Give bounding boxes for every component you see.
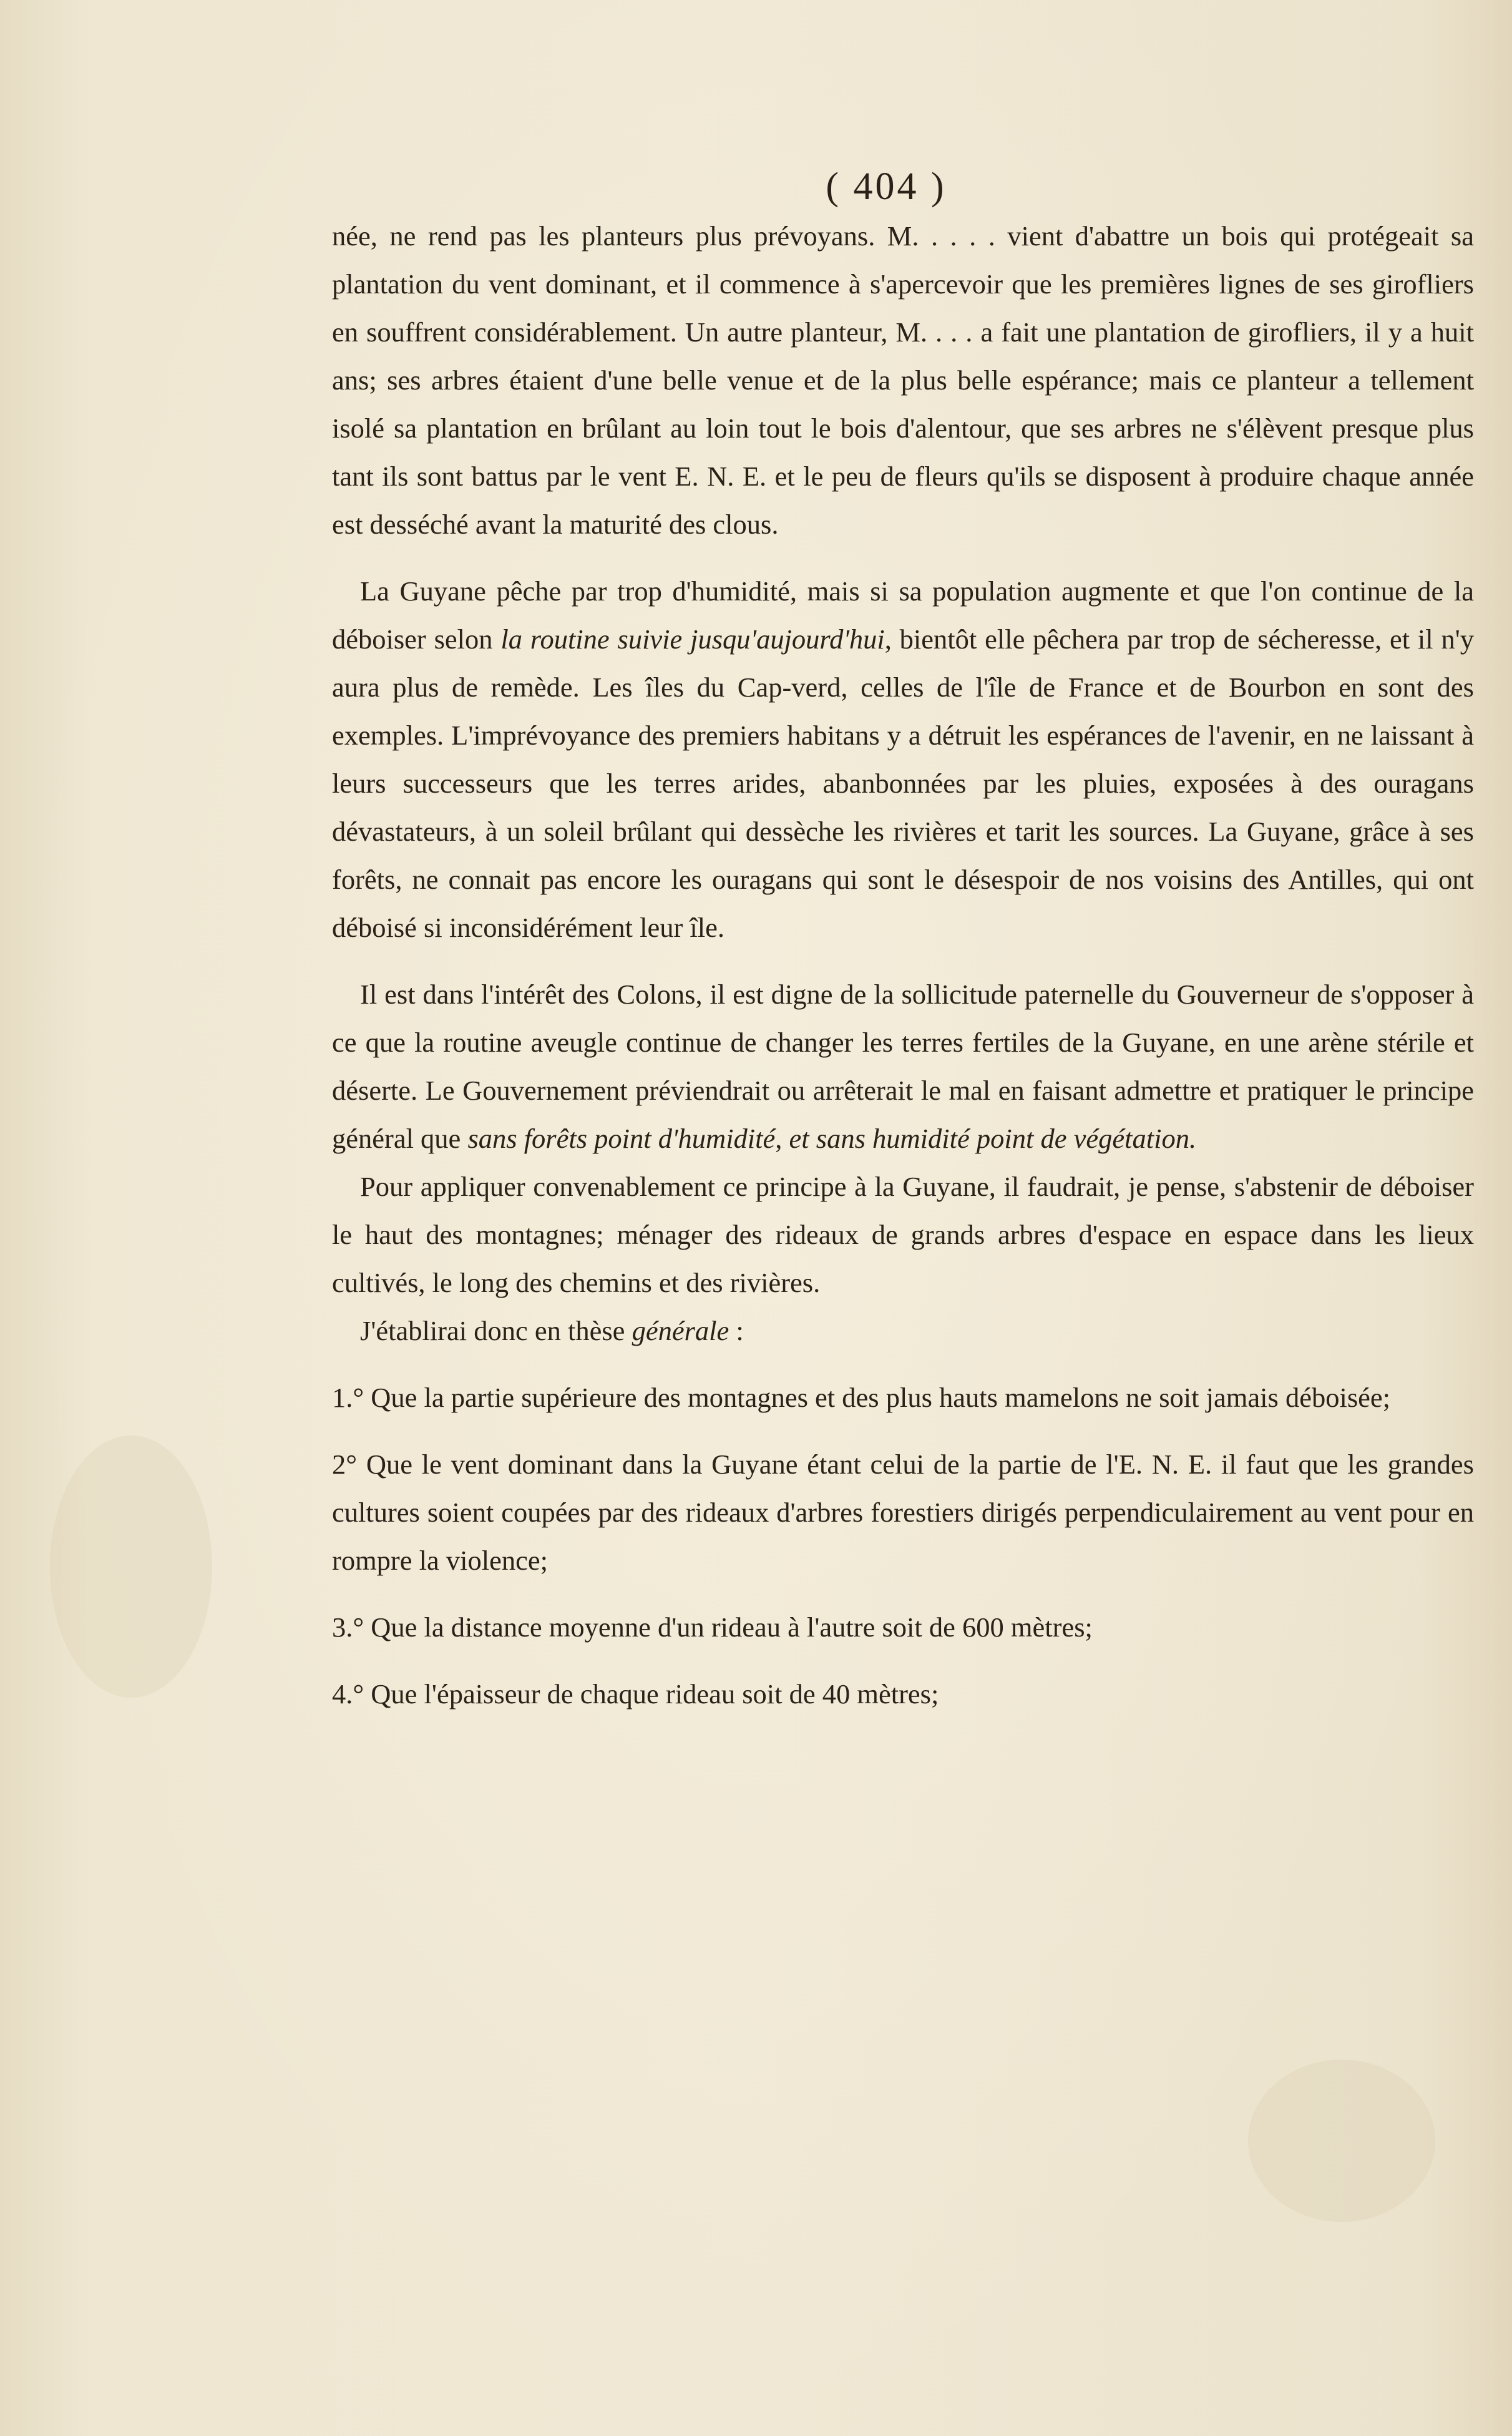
paragraph-5-text-b: : <box>729 1315 744 1346</box>
paragraph-5 <box>332 1307 1474 1355</box>
page-number: ( 404 ) <box>826 165 947 208</box>
paragraph-2 <box>332 567 1474 952</box>
numbered-list <box>332 1374 1474 1718</box>
paragraph-2-text-a: La Guyane pêche par trop d'humidité, mais si sa population augmente et que l'on continue de la déboiser selon <box>332 575 1474 655</box>
list-item: 2° Que le vent dominant dans la Guyane étant celui de la partie de l'E. N. E. il faut que les grandes cultures soient coupées par des rideaux d'arbres forestiers dirigés perpendiculairement au vent pour en rompre la violence; <box>332 1449 1474 1576</box>
paragraph-3-italic-2: et sans humidité point de végétation. <box>789 1123 1197 1154</box>
list-item: 1.° Que la partie supérieure des montagnes et des plus hauts mamelons ne soit jamais déboisée; <box>332 1382 1390 1413</box>
paragraph-5-italic: générale <box>632 1315 729 1346</box>
paragraph-3-separator: , <box>775 1123 789 1154</box>
body-text <box>332 212 1474 1718</box>
list-item: 4.° Que l'épaisseur de chaque rideau soit de 40 mètres; <box>332 1678 939 1710</box>
paragraph-2-text-b: , bientôt elle pêchera par trop de sécheresse, et il n'y aura plus de remède. Les îles du Cap-verd, celles de l'île de France et de Bourbon en sont des exemples. L'imprévoyance des premiers habitans y a détruit les espérances de l'avenir, en ne laissant à leurs successeurs que les terres arides, abanbonnées par les pluies, exposées à des ouragans dévastateurs, à un soleil brûlant qui dessèche les rivières et tarit les sources. La Guyane, grâce à ses forêts, ne connait pas encore les ouragans qui sont le désespoir de nos voisins des Antilles, qui ont déboisé si inconsidérément leur île. <box>332 624 1474 943</box>
paragraph-3-italic-1: sans forêts point d'humidité <box>467 1123 776 1154</box>
paragraph-3-text-a: Il est dans l'intérêt des Colons, il est digne de la sollicitude paternelle du Gouverneur de s'opposer à ce que la routine aveugle continue de changer les terres fertiles de la Guyane, en une arène stérile et déserte. Le Gouvernement préviendrait ou arrêterait le mal en faisant admettre et pratiquer le principe général que <box>332 979 1474 1154</box>
paragraph-1: née, ne rend pas les planteurs plus prévoyans. M. . . . . vient d'abattre un bois qui protégeait sa plantation du vent dominant, et il commence à s'apercevoir que les premières lignes de ses girofliers en souffrent considérablement. Un autre planteur, M. . . . a fait une plantation de girofliers, il y a huit ans; ses arbres étaient d'une belle venue et de la plus belle espérance; mais ce planteur a tellement isolé sa plantation en brûlant au loin tout le bois d'alentour, que ses arbres ne s'élèvent presque plus tant ils sont battus par le vent E. N. E. et le peu de fleurs qu'ils se disposent à produire chaque année est desséché avant la maturité des clous. <box>332 220 1474 540</box>
paper-stain <box>1248 2060 1435 2222</box>
paragraph-4: Pour appliquer convenablement ce principe à la Guyane, il faudrait, je pense, s'abstenir de déboiser le haut des montagnes; ménager des rideaux de grands arbres d'espace en espace dans les lieux cultivés, le long des chemins et des rivières. <box>332 1171 1474 1298</box>
paragraph-5-text-a: J'établirai donc en thèse <box>360 1315 632 1346</box>
paragraph-3 <box>332 971 1474 1163</box>
paper-stain <box>50 1436 212 1698</box>
paragraph-2-italic: la routine suivie jusqu'aujourd'hui <box>500 624 885 655</box>
list-item: 3.° Que la distance moyenne d'un rideau à l'autre soit de 600 mètres; <box>332 1612 1093 1643</box>
